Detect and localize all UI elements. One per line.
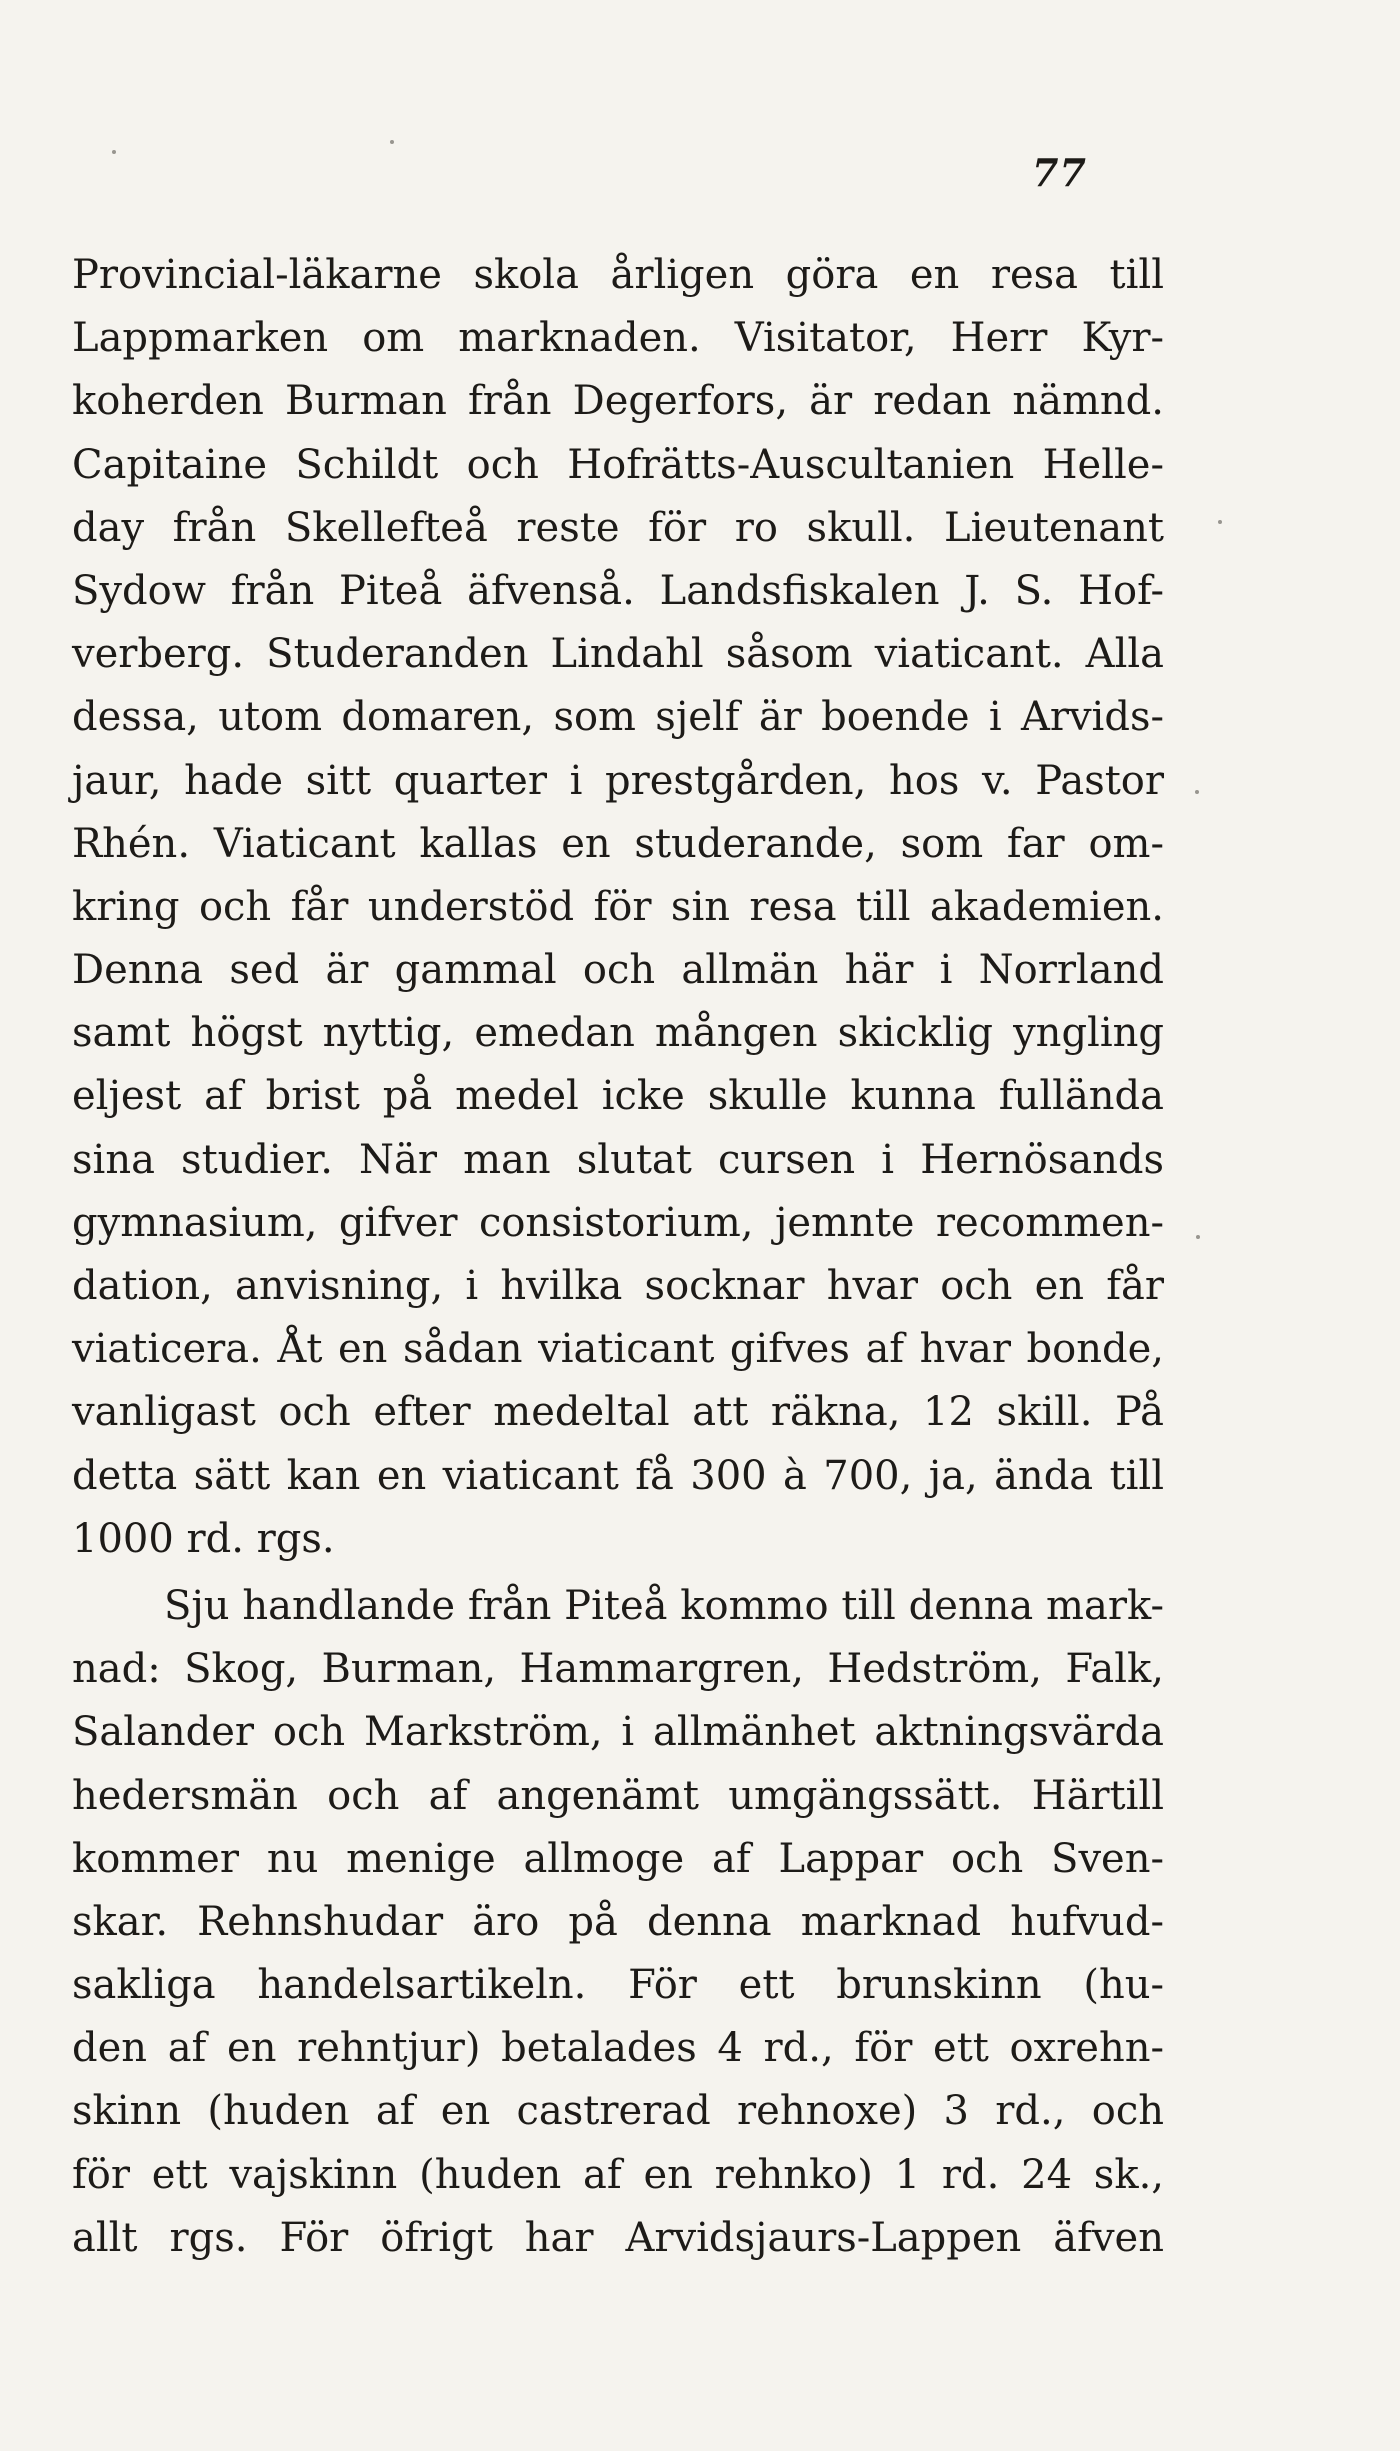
text-line: vanligast och efter medeltal att räkna, 12 skill. På <box>72 1389 1164 1436</box>
print-speck <box>112 150 116 154</box>
paragraph-1 <box>72 244 1164 1571</box>
text-line: Salander och Markström, i allmänhet aktningsvärda <box>72 1709 1164 1756</box>
text-line: 1000 rd. rgs. <box>72 1515 335 1562</box>
print-speck <box>390 140 394 144</box>
text-line: Capitaine Schildt och Hofrätts-Auscultanien Helle- <box>72 441 1164 488</box>
text-line: jaur, hade sitt quarter i prestgården, hos v. Pastor <box>72 757 1164 804</box>
print-speck <box>1218 520 1222 524</box>
text-line: dessa, utom domaren, som sjelf är boende i Arvids- <box>72 694 1164 741</box>
text-line: detta sätt kan en viaticant få 300 à 700, ja, ända till <box>72 1452 1164 1499</box>
text-line: sina studier. När man slutat cursen i Hernösands <box>72 1136 1164 1183</box>
text-line: skar. Rehnshudar äro på denna marknad hufvud- <box>72 1898 1164 1945</box>
text-line: koherden Burman från Degerfors, är redan nämnd. <box>72 378 1164 425</box>
text-line: viaticera. Åt en sådan viaticant gifves af hvar bonde, <box>72 1326 1164 1373</box>
text-line: den af en rehntjur) betalades 4 rd., för ett oxrehn- <box>72 2025 1164 2072</box>
text-line: Provincial-läkarne skola årligen göra en resa till <box>72 252 1164 298</box>
text-line: kommer nu menige allmoge af Lappar och Sven- <box>72 1835 1164 1882</box>
text-line: Lappmarken om marknaden. Visitator, Herr Kyr- <box>72 315 1164 362</box>
text-line: kring och får understöd för sin resa till akademien. <box>72 883 1164 930</box>
text-line: skinn (huden af en castrerad rehnoxe) 3 rd., och <box>72 2088 1164 2135</box>
text-line: nad: Skog, Burman, Hammargren, Hedström, Falk, <box>72 1646 1164 1693</box>
text-line: day från Skellefteå reste för ro skull. Lieutenant <box>72 504 1164 551</box>
text-line: hedersmän och af angenämt umgängssätt. Härtill <box>72 1772 1164 1819</box>
text-line: för ett vajskinn (huden af en rehnko) 1 rd. 24 sk., <box>72 2151 1164 2198</box>
text-line: verberg. Studeranden Lindahl såsom viaticant. Alla <box>72 631 1164 678</box>
text-line: Sju handlande från Piteå kommo till denna mark- <box>164 1582 1164 1629</box>
text-line: samt högst nyttig, emedan mången skicklig yngling <box>72 1010 1164 1057</box>
text-line: Denna sed är gammal och allmän här i Norrland <box>72 947 1164 994</box>
body-text <box>72 244 1164 2270</box>
text-line: Rhén. Viaticant kallas en studerande, som far om- <box>72 820 1164 867</box>
text-line: allt rgs. För öfrigt har Arvidsjaurs-Lappen äfven <box>72 2214 1164 2261</box>
text-line: dation, anvisning, i hvilka socknar hvar och en får <box>72 1263 1164 1309</box>
paragraph-2 <box>72 1575 1164 2270</box>
page-number: 77 <box>1032 150 1087 195</box>
print-speck <box>1195 790 1199 794</box>
print-speck <box>1196 1235 1200 1239</box>
text-line: eljest af brist på medel icke skulle kunna fullända <box>72 1073 1164 1120</box>
text-line: Sydow från Piteå äfvenså. Landsfiskalen J. S. Hof- <box>72 567 1164 614</box>
text-line: sakliga handelsartikeln. För ett brunskinn (hu- <box>72 1962 1164 2009</box>
text-line: gymnasium, gifver consistorium, jemnte recommen- <box>72 1199 1164 1246</box>
